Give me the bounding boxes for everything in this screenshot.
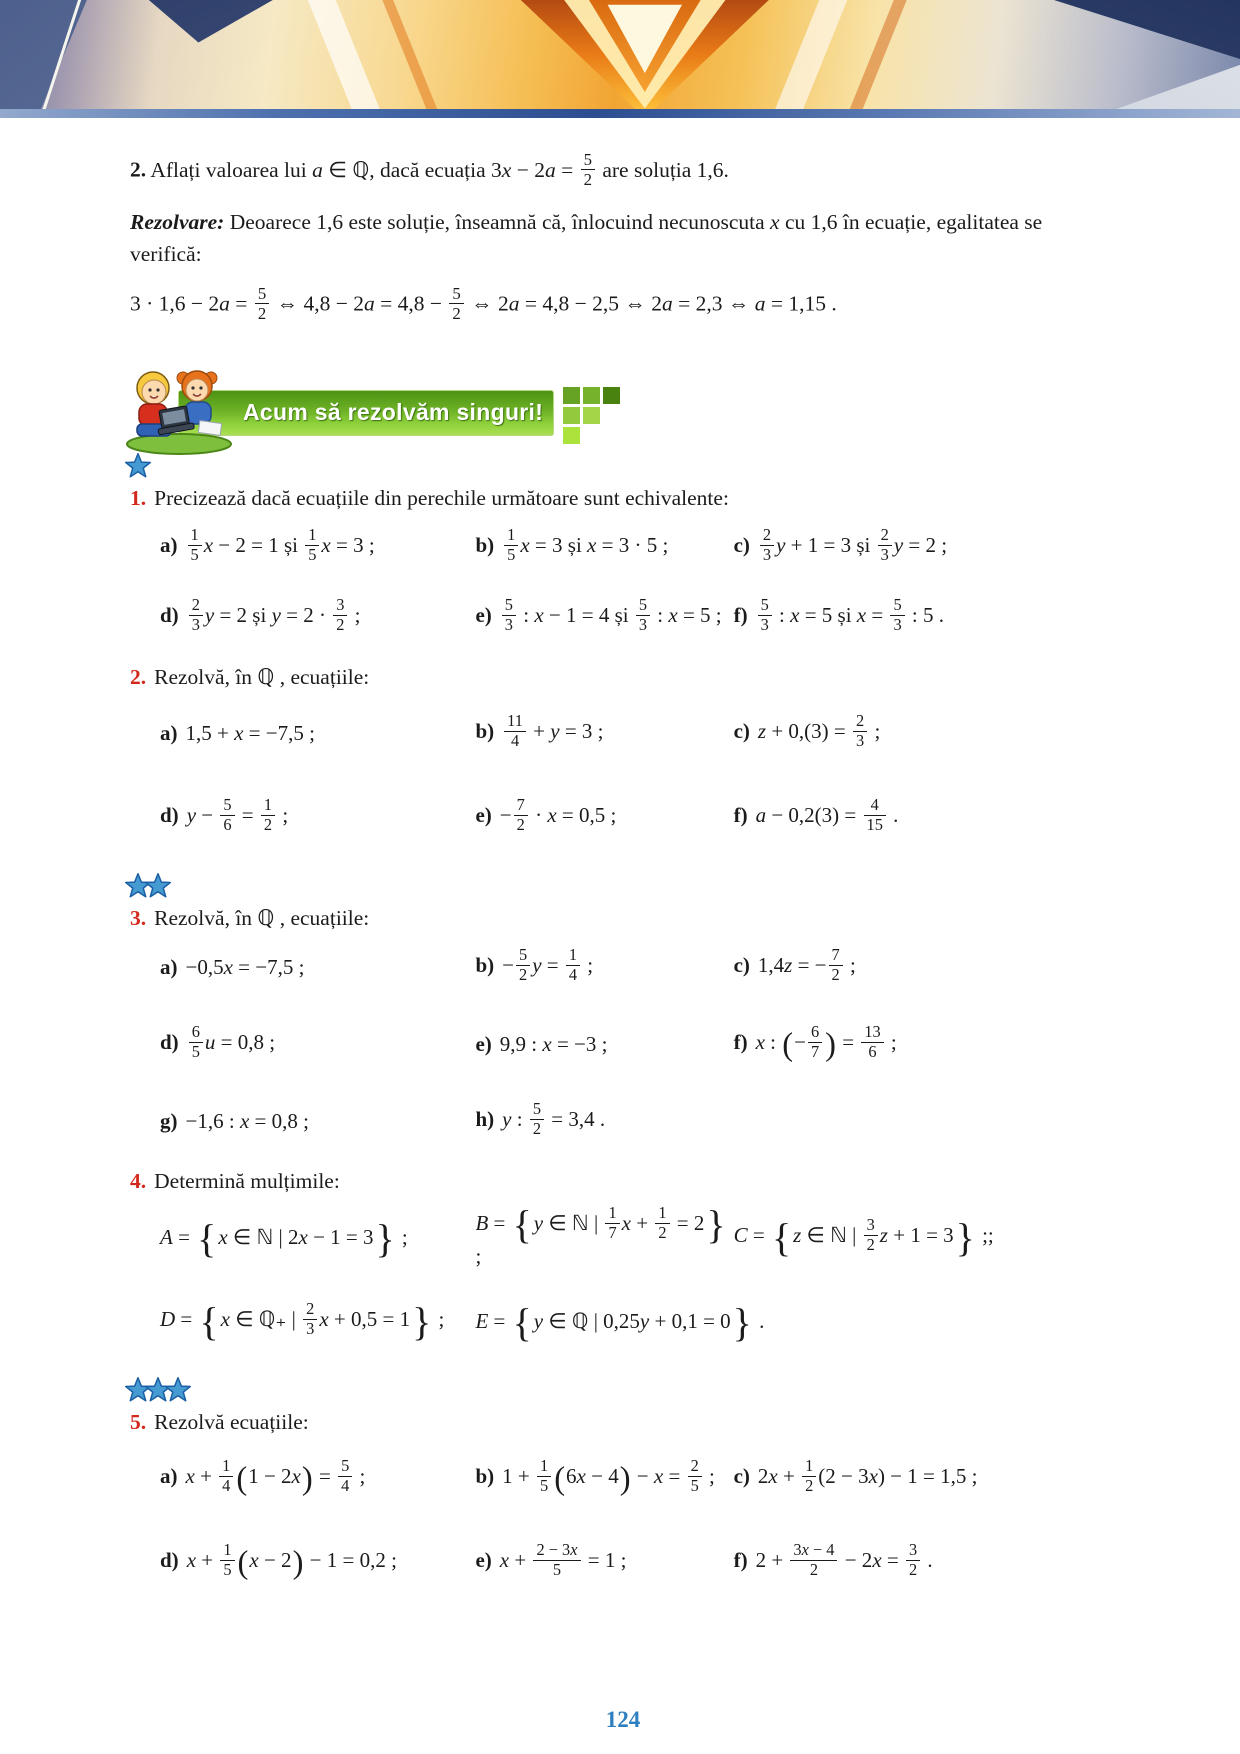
exercise-3 xyxy=(130,872,1116,1157)
exercise-number: 4. xyxy=(130,1168,147,1193)
exercise-item: f) 2 + $\frac{3x - 4}{2}$ − 2x = $\frac{3}{2}$ . xyxy=(733,1540,933,1580)
kids-illustration xyxy=(122,356,234,456)
banner-label: Acum să rezolvăm singuri! xyxy=(243,399,544,426)
exercise-item: e) $\frac{5}{3}$ : x − 1 = 4 și $\frac{5}{3}$ : x = 5 ; xyxy=(475,595,722,635)
difficulty-stars xyxy=(124,872,1116,902)
exercise-item: c) 1,4z = − $\frac{7}{2}$ ; xyxy=(733,945,856,985)
header-beam xyxy=(293,0,403,118)
exercise-item: g) −1,6 : x = 0,8 ; xyxy=(160,1109,309,1134)
math-expression: −0,5x = −7,5 ; xyxy=(185,955,305,980)
math-expression: a − 0,2(3) = $\frac{4}{15}$ . xyxy=(755,795,899,835)
exercise-item xyxy=(733,1214,1116,1260)
exercise-item: b) 1 + $\frac{1}{5}$ (6x − 4) − x = $\frac{2}{5}$ ; xyxy=(475,1456,715,1497)
exercise-item: a) x + $\frac{1}{4}$ (1 − 2x) = $\frac{5}{4}$ ; xyxy=(160,1456,366,1497)
star-icon xyxy=(164,1376,192,1404)
exercise-item: a) −0,5x = −7,5 ; xyxy=(160,955,305,980)
math-expression: 1 + $\frac{1}{5}$ (6x − 4) − x = $\frac{2}{5}$ ; xyxy=(502,1456,715,1497)
math-expression: A = {x ∈ ℕ | 2x − 1 = 3} ; xyxy=(160,1216,408,1262)
exercise-item: a) 1,5 + x = −7,5 ; xyxy=(160,721,315,746)
solution-text: Deoarece 1,6 este soluție, înseamnă că, înlocuind necunoscuta x cu 1,6 în ecuație, egalitatea se verifică: xyxy=(130,209,1043,266)
exercise-item: b) $\frac{1}{5}$ x = 3 și x = 3 · 5 ; xyxy=(475,525,669,565)
exercise-heading xyxy=(130,1410,1116,1435)
page-number: 124 xyxy=(605,1706,641,1732)
math-expression: x : (− $\frac{6}{7}$ ) = $\frac{13}{6}$ ; xyxy=(755,1022,897,1063)
exercise-items-row xyxy=(130,776,1116,860)
math-expression: 1,4z = − $\frac{7}{2}$ ; xyxy=(757,945,856,985)
math-expression: $\frac{1}{5}$ x − 2 = 1 și $\frac{1}{5}$ x = 3 ; xyxy=(186,533,375,557)
exercise-item xyxy=(475,1300,1116,1346)
exercise-heading xyxy=(130,906,1116,931)
page-content xyxy=(0,118,1240,1733)
header-beam xyxy=(366,0,461,118)
exercise-items-row xyxy=(130,1521,1116,1605)
difficulty-stars xyxy=(124,452,1116,482)
banner-ribbon xyxy=(178,390,554,436)
math-expression: E = {y ∈ ℚ | 0,25y + 0,1 = 0} . xyxy=(475,1300,765,1346)
exercise-heading xyxy=(130,665,1116,690)
exercise-items-row xyxy=(130,933,1116,1003)
header-beam xyxy=(751,0,861,118)
exercise-heading xyxy=(130,1169,1116,1194)
math-expression: 9,9 : x = −3 ; xyxy=(499,1032,608,1057)
exercise-item xyxy=(160,1216,475,1262)
exercise-items-row xyxy=(130,513,1116,583)
exercise-items-row xyxy=(130,583,1116,653)
math-expression: $\frac{2}{3}$ y = 2 și y = 2 · $\frac{3}{2}$ ; xyxy=(187,603,361,627)
exercise-item: b) $\frac{11}{4}$ + y = 3 ; xyxy=(475,711,604,751)
exercise-number: 3. xyxy=(130,905,147,930)
header-bottom-strip xyxy=(0,109,1240,118)
exercise-item: f) a − 0,2(3) = $\frac{4}{15}$ . xyxy=(733,795,899,835)
math-expression: B = {y ∈ ℕ | $\frac{1}{7}$ x + $\frac{1}{2}$ = 2} ; xyxy=(475,1202,726,1269)
exercise-item: d) y − $\frac{5}{6}$ = $\frac{1}{2}$ ; xyxy=(160,795,289,835)
solution-derivation: 3 · 1,6 − 2a = $\frac{5}{2}$ ⇔ 4,8 − 2a = 4,8 − $\frac{5}{2}$ ⇔ 2a = 4,8 − 2,5 ⇔ 2a = 2,3 ⇔ a = 1,15 . xyxy=(130,284,837,324)
exercise-item xyxy=(160,1298,475,1344)
math-expression: x + $\frac{2 - 3x}{5}$ = 1 ; xyxy=(499,1540,627,1580)
exercise-1 xyxy=(130,452,1116,653)
math-expression: $\frac{6}{5}$ u = 0,8 ; xyxy=(187,1030,275,1054)
math-expression: 2 + $\frac{3x - 4}{2}$ − 2x = $\frac{3}{2}$ . xyxy=(755,1540,933,1580)
header-artwork xyxy=(0,0,1240,118)
exercise-item: d) $\frac{2}{3}$ y = 2 și y = 2 · $\frac{3}{2}$ ; xyxy=(160,595,361,635)
exercise-title: Rezolvă, în ℚ , ecuațiile: xyxy=(154,664,370,689)
star-icon xyxy=(124,452,152,480)
exercise-4 xyxy=(130,1169,1116,1364)
exercise-item: h) y : $\frac{5}{2}$ = 3,4 . xyxy=(475,1099,606,1139)
solution-paragraph xyxy=(130,206,1116,271)
exercise-number: 5. xyxy=(130,1409,147,1434)
solved-problem-text: Aflați valoarea lui a ∈ ℚ, dacă ecuația 3x − 2a = $\frac{5}{2}$ are soluția 1,6. xyxy=(150,150,729,190)
math-expression: x + $\frac{1}{5}$ (x − 2) − 1 = 0,2 ; xyxy=(186,1540,397,1581)
math-expression: 1,5 + x = −7,5 ; xyxy=(185,721,315,746)
exercise-items-row xyxy=(130,1437,1116,1521)
exercise-item: e) x + $\frac{2 - 3x}{5}$ = 1 ; xyxy=(475,1540,627,1580)
star-icon xyxy=(144,872,172,900)
exercise-items-row xyxy=(130,1280,1116,1364)
exercise-title: Determină mulțimile: xyxy=(154,1168,340,1193)
exercise-title: Rezolvă ecuațiile: xyxy=(154,1409,309,1434)
difficulty-stars xyxy=(124,1376,1116,1406)
exercise-items-row xyxy=(130,1196,1116,1280)
exercise-item: a) $\frac{1}{5}$ x − 2 = 1 și $\frac{1}{5}$ x = 3 ; xyxy=(160,525,375,565)
math-expression: $\frac{11}{4}$ + y = 3 ; xyxy=(502,719,603,743)
math-expression: x + $\frac{1}{4}$ (1 − 2x) = $\frac{5}{4}$ ; xyxy=(185,1456,366,1497)
solved-problem-statement xyxy=(130,152,1116,192)
math-expression: y − $\frac{5}{6}$ = $\frac{1}{2}$ ; xyxy=(186,795,289,835)
exercise-heading xyxy=(130,486,1116,511)
rezolvare-label: Rezolvare: xyxy=(130,209,225,234)
exercise-5 xyxy=(130,1376,1116,1605)
exercise-item: f) x : (− $\frac{6}{7}$ ) = $\frac{13}{6}$ ; xyxy=(733,1022,897,1063)
banner-acum-sa-rezolvam xyxy=(130,386,1116,440)
exercise-number: 1. xyxy=(130,485,147,510)
math-expression: $\frac{1}{5}$ x = 3 și x = 3 · 5 ; xyxy=(502,533,668,557)
exercise-item: d) $\frac{6}{5}$ u = 0,8 ; xyxy=(160,1022,276,1062)
exercise-number: 2. xyxy=(130,664,147,689)
exercise-items-row xyxy=(130,1003,1116,1087)
exercise-item: c) 2x + $\frac{1}{2}$ (2 − 3x) − 1 = 1,5 ; xyxy=(733,1456,978,1496)
exercise-item: d) x + $\frac{1}{5}$ (x − 2) − 1 = 0,2 ; xyxy=(160,1540,397,1581)
exercise-item: e) − $\frac{7}{2}$ · x = 0,5 ; xyxy=(475,795,617,835)
math-expression: C = {z ∈ ℕ | $\frac{3}{2}$ z + 1 = 3} ;; xyxy=(733,1214,994,1260)
math-expression: y : $\frac{5}{2}$ = 3,4 . xyxy=(502,1099,606,1139)
math-expression: $\frac{5}{3}$ : x − 1 = 4 și $\frac{5}{3}$ : x = 5 ; xyxy=(500,603,722,627)
math-expression: $\frac{5}{3}$ : x = 5 și x = $\frac{5}{3}$ : 5 . xyxy=(756,603,944,627)
math-expression: 2x + $\frac{1}{2}$ (2 − 3x) − 1 = 1,5 ; xyxy=(757,1456,978,1496)
math-expression: − $\frac{7}{2}$ · x = 0,5 ; xyxy=(499,795,617,835)
exercise-items-row xyxy=(130,1087,1116,1157)
exercise-title: Precizează dacă ecuațiile din perechile următoare sunt echivalente: xyxy=(154,485,729,510)
exercise-2 xyxy=(130,665,1116,860)
exercise-item: c) z + 0,(3) = $\frac{2}{3}$ ; xyxy=(733,711,881,751)
math-expression: −1,6 : x = 0,8 ; xyxy=(185,1109,309,1134)
exercise-title: Rezolvă, în ℚ , ecuațiile: xyxy=(154,905,370,930)
solved-problem-number: 2. xyxy=(130,157,147,182)
exercise-item: f) $\frac{5}{3}$ : x = 5 și x = $\frac{5}{3}$ : 5 . xyxy=(733,595,944,635)
squares-decoration xyxy=(563,387,620,444)
exercise-item xyxy=(475,1202,733,1270)
exercise-item: e) 9,9 : x = −3 ; xyxy=(475,1032,608,1057)
exercise-item: b) − $\frac{5}{2}$ y = $\frac{1}{4}$ ; xyxy=(475,945,594,985)
exercise-items-row xyxy=(130,692,1116,776)
math-expression: $\frac{2}{3}$ y + 1 = 3 și $\frac{2}{3}$ y = 2 ; xyxy=(758,533,947,557)
math-expression: D = {x ∈ ℚ₊ | $\frac{2}{3}$ x + 0,5 = 1} ; xyxy=(160,1298,445,1344)
math-expression: z + 0,(3) = $\frac{2}{3}$ ; xyxy=(757,711,881,751)
math-expression: − $\frac{5}{2}$ y = $\frac{1}{4}$ ; xyxy=(502,945,594,985)
exercise-item: c) $\frac{2}{3}$ y + 1 = 3 și $\frac{2}{3}$ y = 2 ; xyxy=(733,525,948,565)
